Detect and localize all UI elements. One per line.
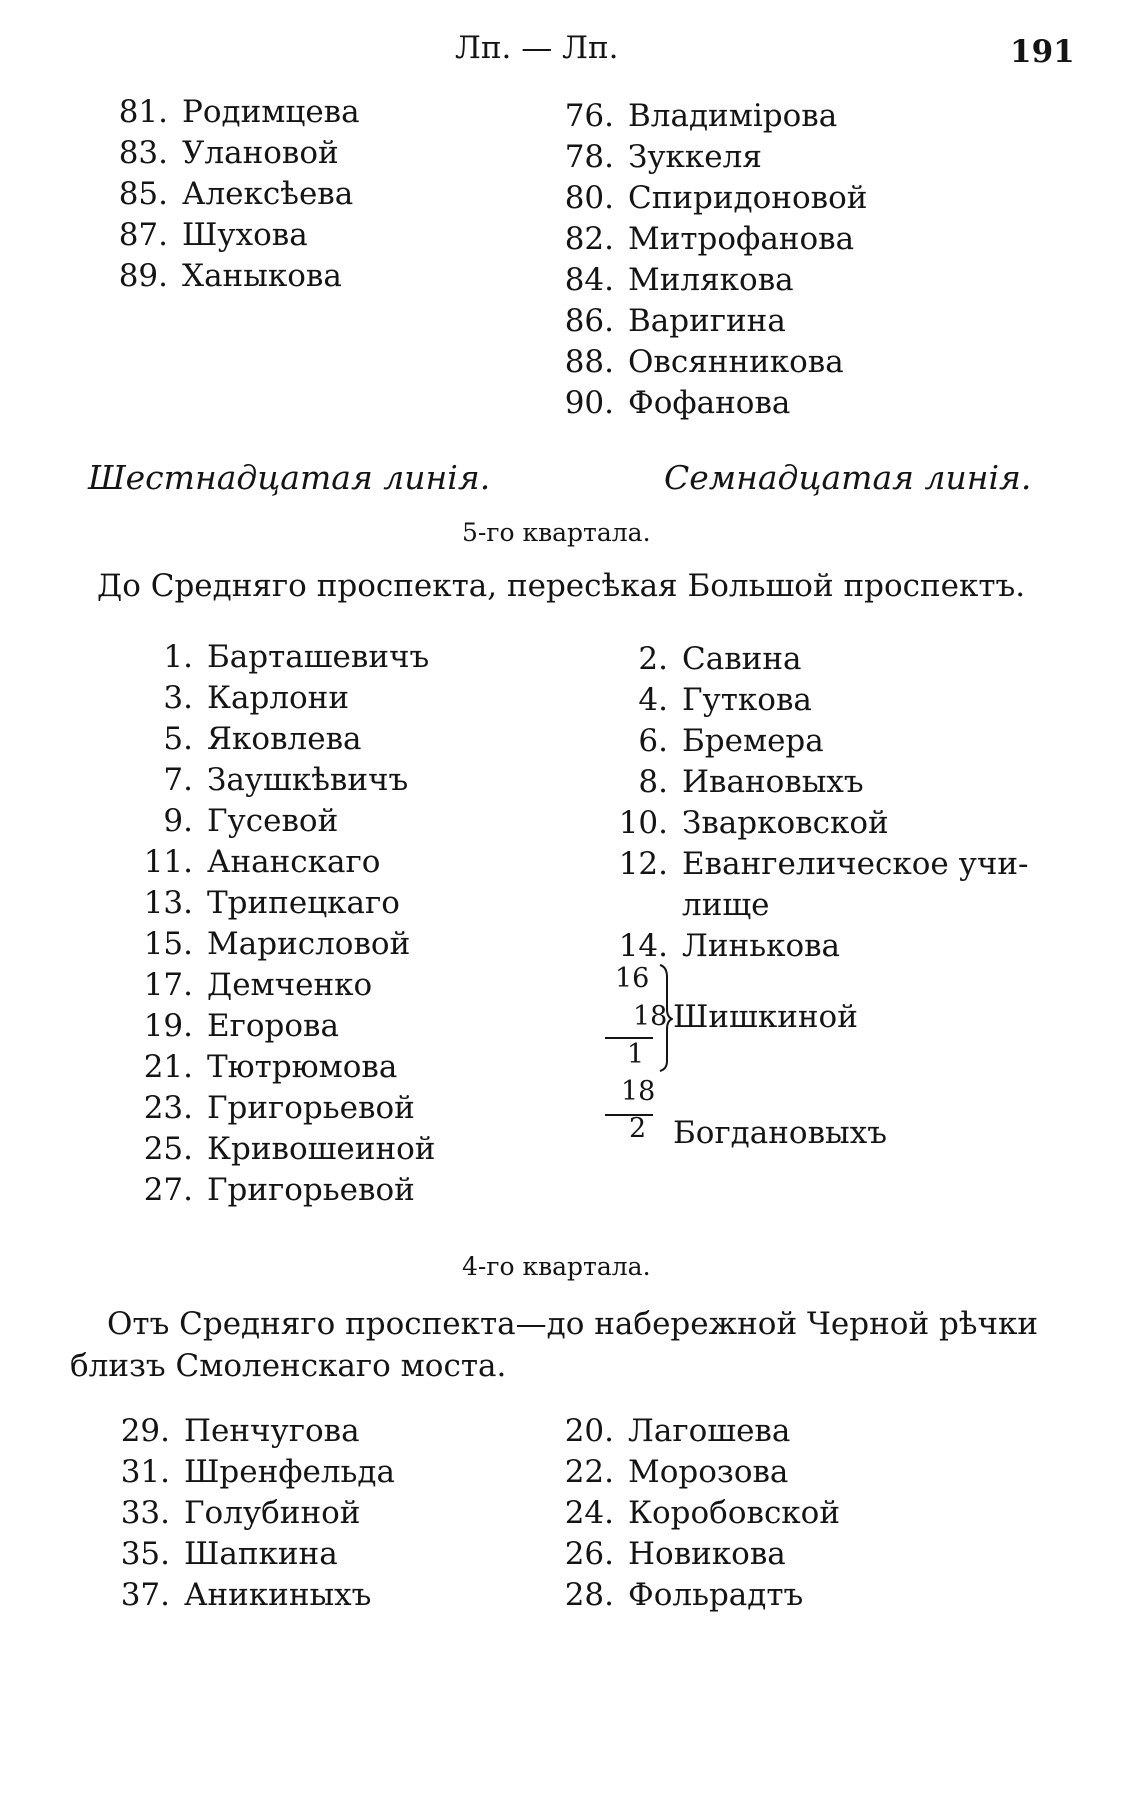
sec15-even-list [540,96,867,424]
list-item: 3. Карлони [163,680,349,716]
brace-icon [657,963,673,1073]
list-item: 29. Пенчугова [120,1413,360,1449]
q5-even-list [594,639,1028,967]
q4-odd-list [102,1411,395,1616]
bracket-number-16: 16 [615,963,650,994]
list-item: 90. Фофанова [564,385,791,421]
quarter-5-description: До Средняго проспекта, пересѣкая Большой проспектъ. [97,568,1026,604]
quarter-4-description-line2: близъ Смоленскаго моста. [70,1348,507,1384]
list-item: 81. Родимцева [118,94,360,130]
q4-even-list [540,1411,840,1616]
list-item: 82. Митрофанова [564,221,855,257]
bracket-group [605,963,905,1151]
list-item: 37. Аникиныхъ [120,1577,372,1613]
list-item: 23. Григорьевой [143,1090,415,1126]
list-item: 33. Голубиной [120,1495,361,1531]
list-item: 88. Овсянникова [564,344,844,380]
list-item: 28. Фольрадтъ [564,1577,804,1613]
list-item: 13. Трипецкаго [143,885,400,921]
list-item: 26. Новикова [564,1536,786,1572]
list-item: 11. Ананскаго [143,844,381,880]
list-item: 31. Шренфельда [120,1454,395,1490]
list-item-continuation: лище [682,887,770,923]
list-item: 5. Яковлева [163,721,362,757]
list-item: 6. Бремера [638,723,824,759]
bracket-name-1: Шишкиной [673,999,858,1035]
fraction-numerator-1: 1 [627,1039,645,1070]
list-item: 78. Зуккеля [564,139,762,175]
list-item: 8. Ивановыхъ [638,764,864,800]
list-item: 9. Гусевой [163,803,339,839]
list-item: 4. Гуткова [638,682,812,718]
list-item: 86. Варигина [564,303,786,339]
quarter-4-description-line1: Отъ Средняго проспекта—до набережной Черной рѣчки [107,1306,1039,1342]
list-item: 22. Морозова [564,1454,789,1490]
list-item: 76. Владимірова [564,98,838,134]
list-item: 7. Заушкѣвичъ [163,762,409,798]
list-item: 87. Шухова [118,217,308,253]
list-item: 89. Ханыкова [118,258,342,294]
q5-odd-list [125,637,435,1211]
list-item: 1. Барташевичъ [163,639,430,675]
fraction-denominator-2: 2 [629,1113,647,1144]
bracket-number-18: 18 [633,1001,668,1032]
list-item: 19. Егорова [143,1008,339,1044]
list-item: 35. Шапкина [120,1536,338,1572]
heading-sixteenth-line: Шестнадцатая линія. [88,458,491,497]
bracket-name-2: Богдановыхъ [673,1115,887,1151]
list-item: 25. Кривошеиной [143,1131,436,1167]
list-item: 84. Милякова [564,262,794,298]
page-number: 191 [1010,34,1075,70]
list-item: 14. Линькова [618,928,841,964]
list-item: 17. Демченко [143,967,373,1003]
list-item: 27. Григорьевой [143,1172,415,1208]
sec15-odd-list [100,92,360,297]
running-header: Лп. — Лп. [455,30,619,66]
heading-seventeenth-line: Семнадцатая линія. [664,458,1032,497]
list-item: 80. Спиридоновой [564,180,868,216]
list-item: 83. Улановой [118,135,339,171]
list-item: 24. Коробовской [564,1495,841,1531]
list-item: 20. Лагошева [564,1413,791,1449]
list-item: 85. Алексѣева [118,176,354,212]
list-item: 21. Тютрюмова [143,1049,398,1085]
list-item: 10. Зварковской [618,805,889,841]
quarter-5-label: 5-го квартала. [462,518,651,547]
list-item: 12. Евангелическое учи- [618,846,1029,882]
list-item: 15. Марисловой [143,926,411,962]
quarter-4-label: 4-го квартала. [462,1252,651,1281]
fraction-18: 18 [621,1076,656,1107]
list-item: 2. Савина [638,641,802,677]
